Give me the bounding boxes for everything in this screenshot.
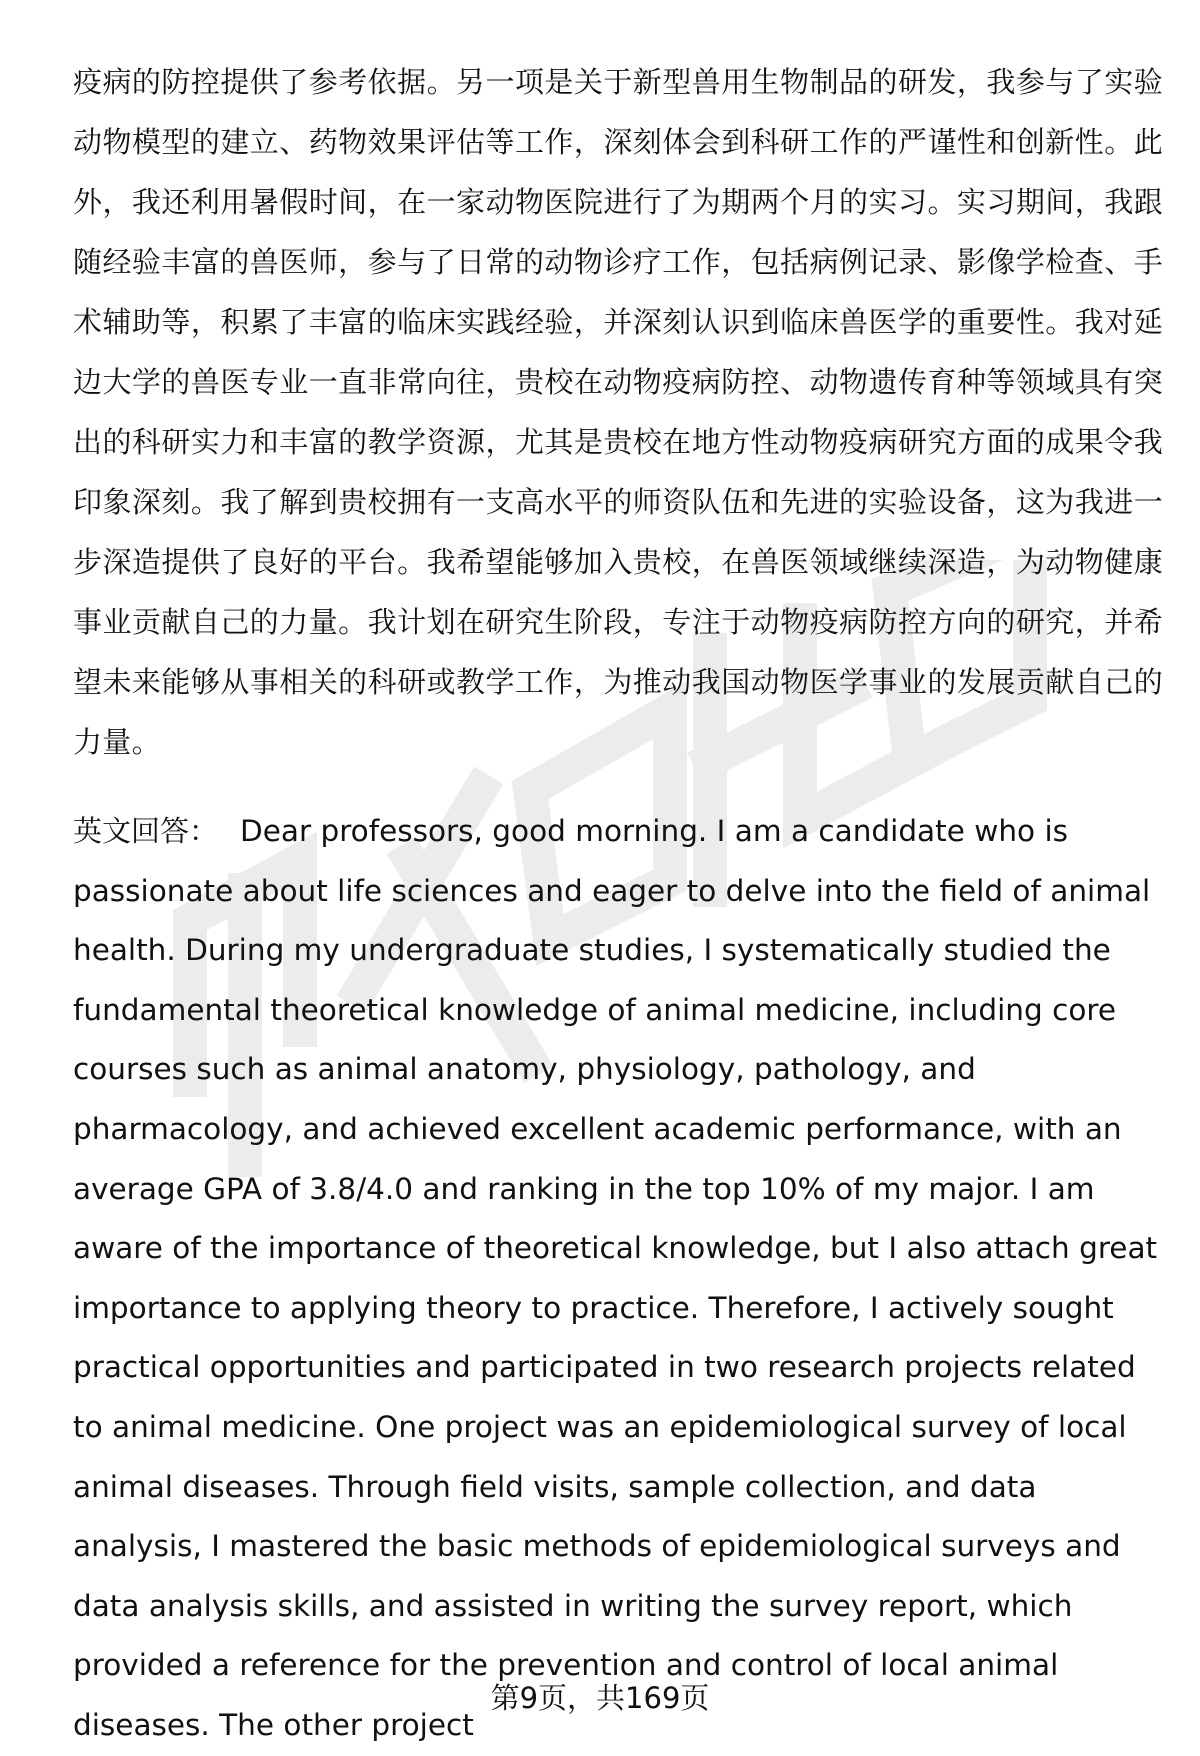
english-answer-label: 英文回答： — [73, 814, 219, 848]
english-answer-text: Dear professors, good morning. I am a candidate who is passionate about life sciences and eager to delve into the field of animal health. During my undergraduate studies, I systematically studied the fundamental theoretical knowledge of animal medicine, including core courses such as animal anatomy, physiology, pathology, and pharmacology, and achieved excellent academic performance, with an average GPA of 3.8/4.0 and ranking in the top 10% of my major. I am aware of the importance of theoretical knowledge, but I also attach great importance to applying theory to practice. Therefore, I actively sought practical opportunities and participated in two research projects related to animal medicine. One project was an epidemiological survey of local animal diseases. Through field visits, sample collection, and data analysis, I mastered the basic methods of epidemiological surveys and data analysis skills, and assisted in writing the survey report, which provided a reference for the prevention and control of local animal diseases. The other project — [73, 814, 1158, 1742]
chinese-answer-paragraph: 疫病的防控提供了参考依据。另一项是关于新型兽用生物制品的研发，我参与了实验动物模型的建立、药物效果评估等工作，深刻体会到科研工作的严谨性和创新性。此外，我还利用暑假时间，在一家动物医院进行了为期两个月的实习。实习期间，我跟随经验丰富的兽医师，参与了日常的动物诊疗工作，包括病例记录、影像学检查、手术辅助等，积累了丰富的临床实践经验，并深刻认识到临床兽医学的重要性。我对延边大学的兽医专业一直非常向往，贵校在动物疫病防控、动物遗传育种等领域具有突出的科研实力和丰富的教学资源，尤其是贵校在地方性动物疫病研究方面的成果令我印象深刻。我了解到贵校拥有一支高水平的师资队伍和先进的实验设备，这为我进一步深造提供了良好的平台。我希望能够加入贵校，在兽医领域继续深造，为动物健康事业贡献自己的力量。我计划在研究生阶段，专注于动物疫病防控方向的研究，并希望未来能够从事相关的科研或教学工作，为推动我国动物医学事业的发展贡献自己的力量。 — [73, 65, 1163, 759]
english-answer-paragraph — [73, 802, 1163, 1756]
page-number-footer: 第9页，共169页 — [490, 1681, 710, 1715]
document-body — [73, 52, 1163, 1756]
